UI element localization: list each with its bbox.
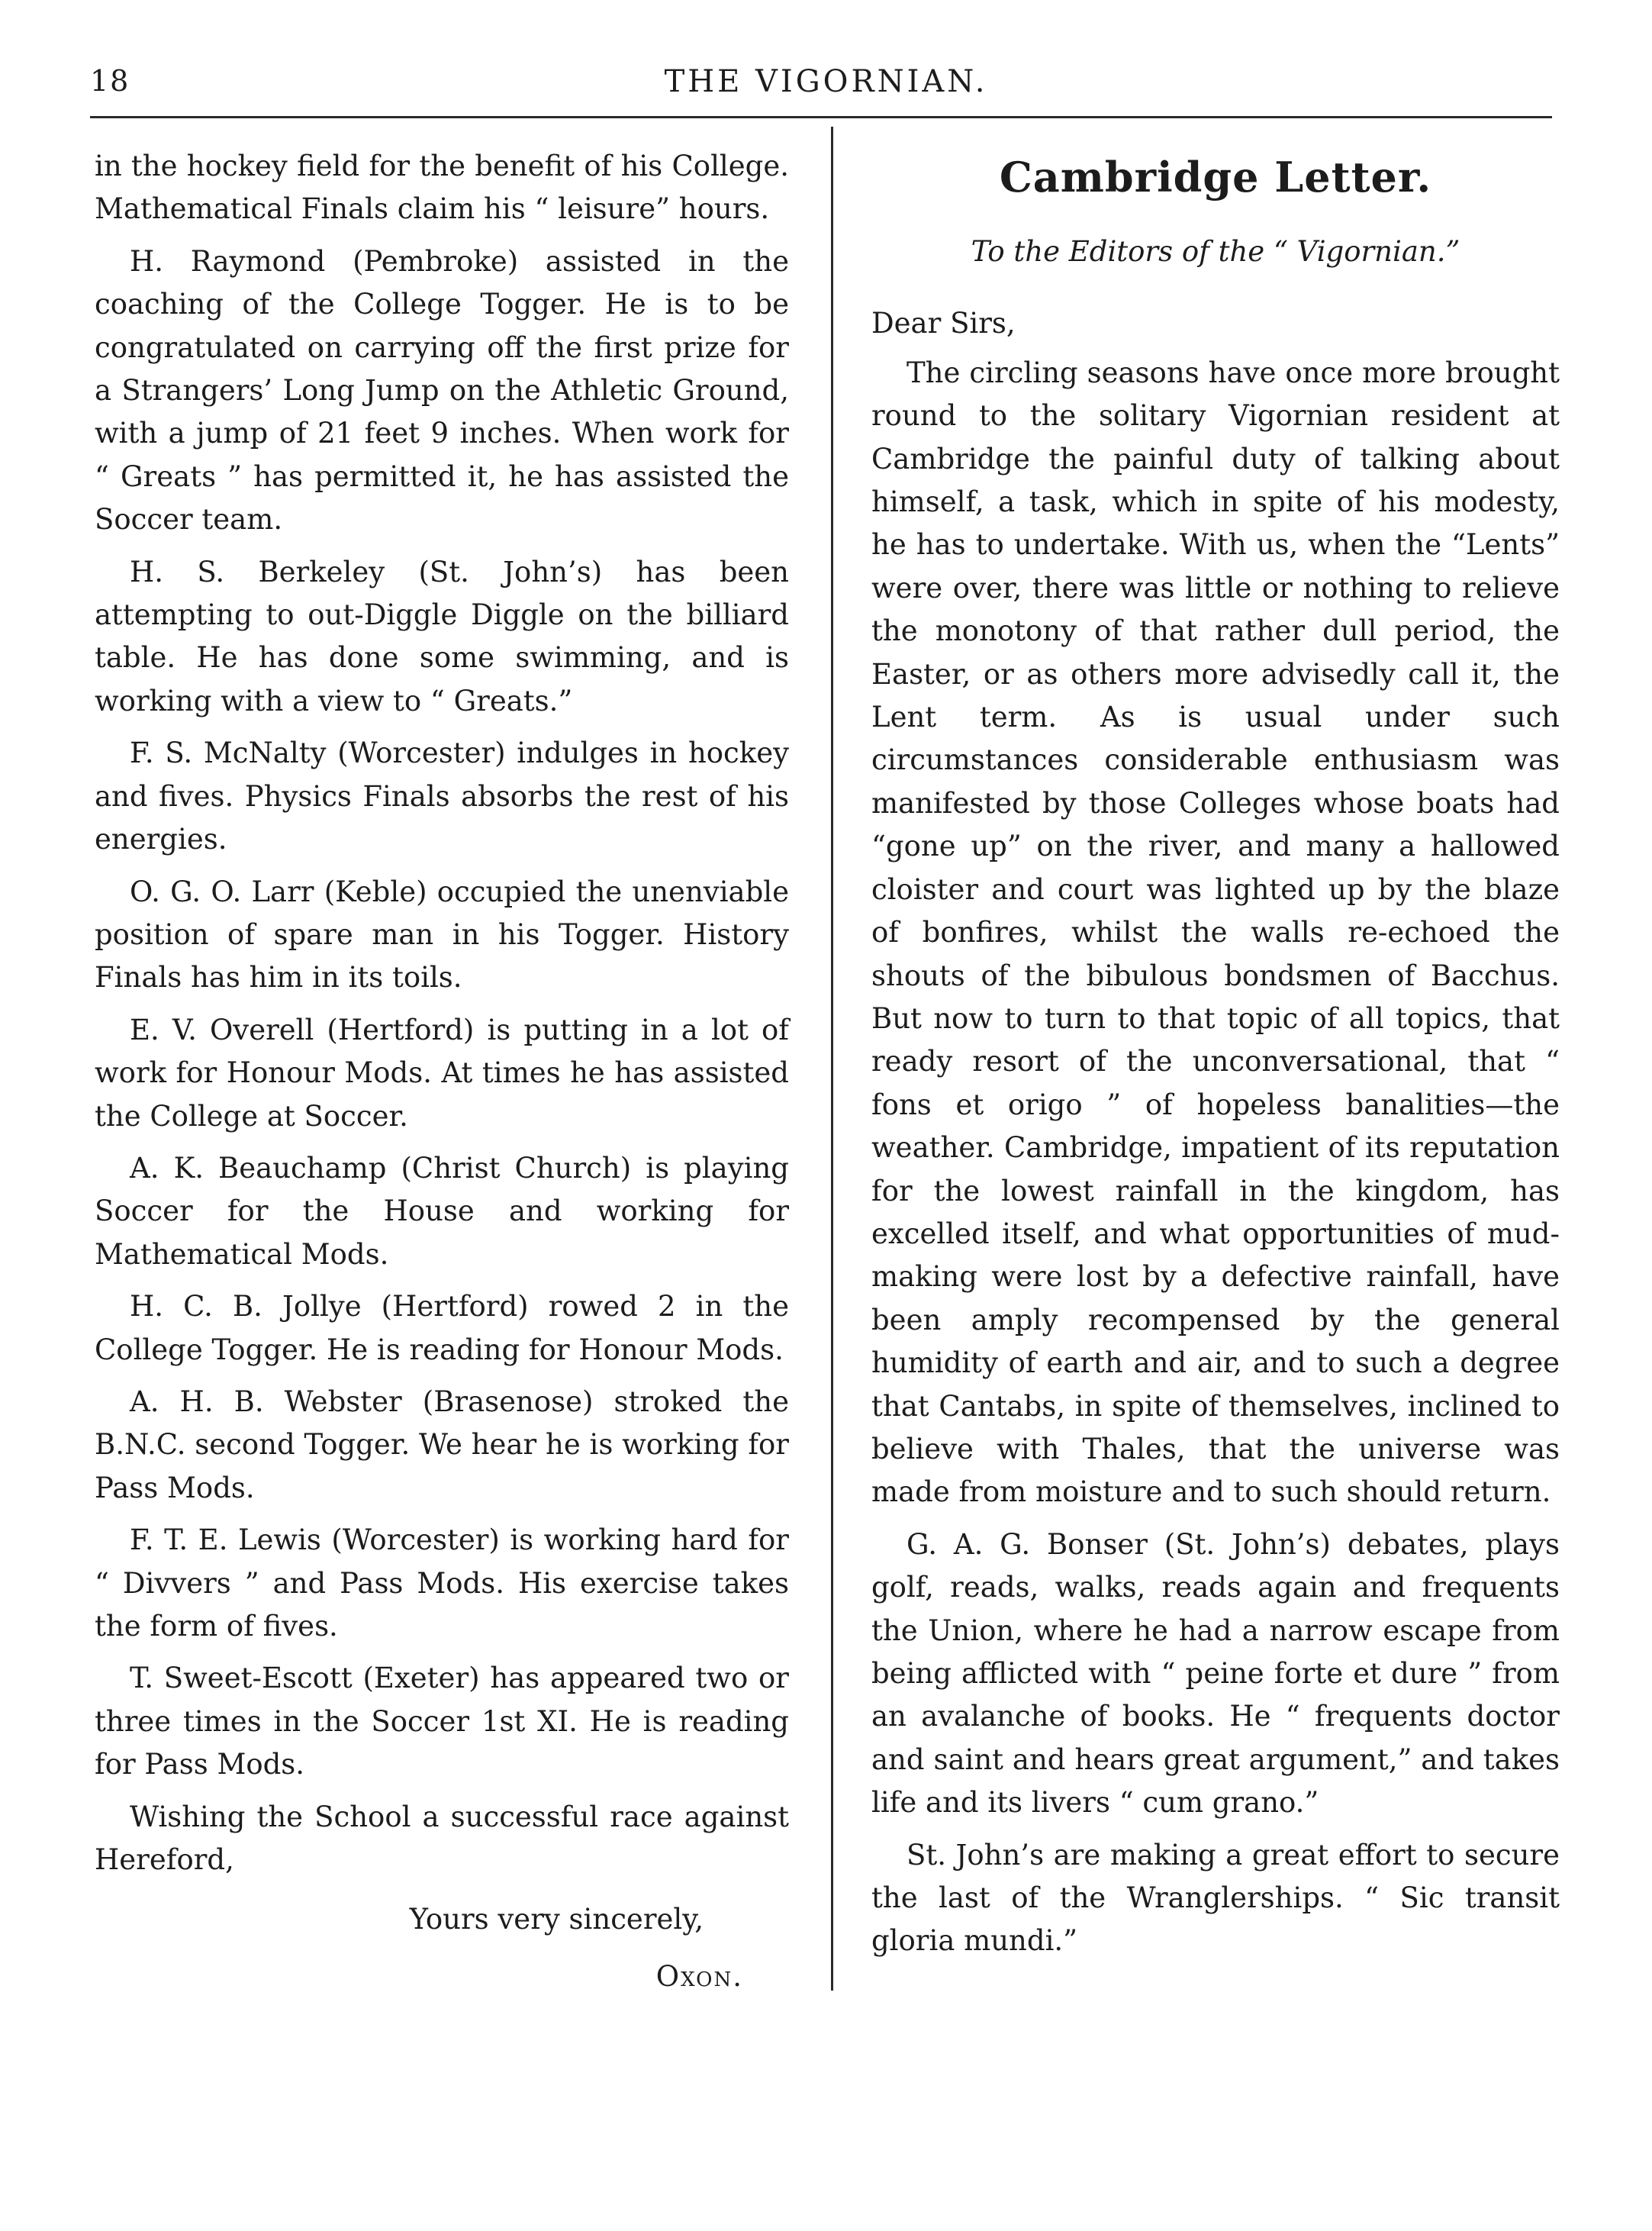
left-column [95, 145, 789, 1998]
paragraph: F. T. E. Lewis (Worcester) is working hard for “ Divvers ” and Pass Mods. His exercise takes the form of fives. [95, 1523, 789, 1643]
salutation: Dear Sirs, [871, 307, 1016, 340]
paragraph: H. C. B. Jollye (Hertford) rowed 2 in the College Togger. He is reading for Honour Mods. [95, 1290, 789, 1366]
paragraph: F. S. McNalty (Worcester) indulges in hockey and fives. Physics Finals absorbs the rest of his energies. [95, 737, 789, 856]
running-head: THE VIGORNIAN. [664, 64, 988, 99]
letter-title: Cambridge Letter. [999, 153, 1432, 201]
paragraph: A. K. Beauchamp (Christ Church) is playing Soccer for the House and working for Mathematical Mods. [95, 1151, 789, 1271]
header-rule [90, 116, 1552, 118]
column-divider [831, 127, 833, 1991]
paragraph: H. S. Berkeley (St. John’s) has been attempting to out-Diggle Diggle on the billiard table. He has done some swimming, and is working with a view to “ Greats.” [95, 555, 789, 717]
paragraph: The circling seasons have once more brought round to the solitary Vigornian resident at Cambridge the painful duty of talking about himself, a task, which in spite of his modesty, he has to undertake. With us, when the “Lents” were over, there was little or nothing to relieve the monotony of that rather dull period, the Easter, or as others more advisedly call it, the Lent term. As is usual under such circumstances considerable enthusiasm was manifested by those Colleges whose boats had “gone up” on the river, and many a hallowed cloister and court was lighted up by the blaze of bonfires, whilst the walls re-echoed the shouts of the bibulous bondsmen of Bacchus. But now to turn to that topic of all topics, that ready resort of the unconversational, that “ fons et origo ” of hopeless banalities—the weather. Cambridge, impatient of its reputation for the lowest rainfall in the kingdom, has excelled itself, and what opportunities of mud-making were lost by a defective rainfall, have been amply recompensed by the general humidity of earth and air, and to such a degree that Cantabs, in spite of themselves, inclined to believe with Thales, that the universe was made from moisture and to such should return. [871, 356, 1560, 1509]
paragraph: H. Raymond (Pembroke) assisted in the coaching of the College Togger. He is to be congratulated on carrying off the first prize for a Strangers’ Long Jump on the Athletic Ground, with a jump of 21 feet 9 inches. When work for “ Greats ” has permitted it, he has assisted the Soccer team. [95, 244, 789, 537]
right-column [871, 145, 1560, 1972]
paragraph: G. A. G. Bonser (St. John’s) debates, plays golf, reads, walks, reads again and frequents the Union, where he had a narrow escape from being afflicted with “ peine forte et dure ” from an avalanche of books. He “ frequents doctor and saint and hears great argument,” and takes life and its livers “ cum grano.” [871, 1527, 1560, 1820]
paragraph: A. H. B. Webster (Brasenose) stroked the B.N.C. second Togger. We hear he is working for Pass Mods. [95, 1385, 789, 1504]
letter-address: To the Editors of the “ Vigornian.” [971, 235, 1460, 268]
paragraph: in the hockey field for the benefit of his College. Mathematical Finals claim his “ leisure” hours. [95, 150, 789, 226]
page-number: 18 [90, 64, 130, 98]
paragraph: O. G. O. Larr (Keble) occupied the unenviable position of spare man in his Togger. History Finals has him in its toils. [95, 875, 789, 995]
paragraph: E. V. Overell (Hertford) is putting in a lot of work for Honour Mods. At times he has assisted the College at Soccer. [95, 1013, 789, 1133]
paragraph: St. John’s are making a great effort to secure the last of the Wranglerships. “ Sic transit gloria mundi.” [871, 1838, 1560, 1958]
paragraph: T. Sweet-Escott (Exeter) has appeared two or three times in the Soccer 1st XI. He is reading for Pass Mods. [95, 1662, 789, 1781]
paragraph: Wishing the School a successful race against Hereford, [95, 1800, 789, 1877]
closing: Yours very sincerely, [409, 1903, 704, 1936]
signature: Oxon. [655, 1959, 743, 1993]
